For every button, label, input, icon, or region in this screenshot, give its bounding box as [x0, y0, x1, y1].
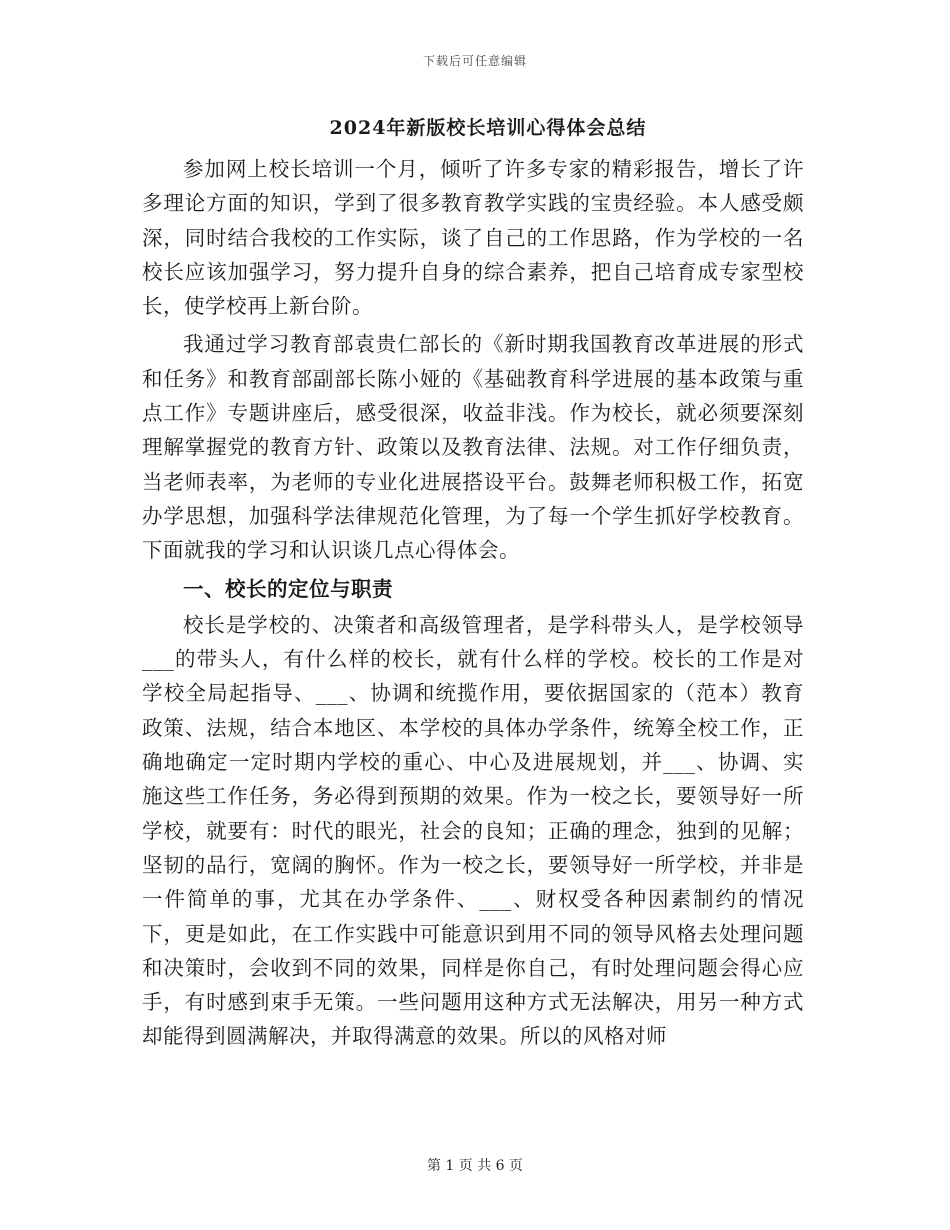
document-body: [142, 112, 804, 1058]
page-footer: 第 1 页 共 6 页: [426, 1158, 524, 1174]
paragraph-intro: 参加网上校长培训一个月，倾听了许多专家的精彩报告，增长了许多理论方面的知识，学到了很多教育教学实践的宝贵经验。本人感受颇深，同时结合我校的工作实际，谈了自己的工作思路，作为学校的一名校长应该加强学习，努力提升自身的综合素养，把自己培育成专家型校长，使学校再上新台阶。: [142, 157, 804, 319]
section-heading-principal-role: 一、校长的定位与职责: [183, 576, 393, 601]
paragraph-principal-role: 校长是学校的、决策者和高级管理者，是学科带头人，是学校领导___的带头人，有什么样的校长，就有什么样的学校。校长的工作是对学校全局起指导、___、协调和统揽作用，要依据国家的（范本）教育政策、法规，结合本地区、本学校的具体办学条件，统筹全校工作，正确地确定一定时期内学校的重心、中心及进展规划，并___、协调、实施这些工作任务，务必得到预期的效果。作为一校之长，要领导好一所学校，就要有：时代的眼光，社会的良知；正确的理念，独到的见解；坚韧的品行，宽阔的胸怀。作为一校之长，要领导好一所学校，并非是一件简单的事，尤其在办学条件、___、财权受各种因素制约的情况下，更是如此，在工作实践中可能意识到用不同的领导风格去处理问题和决策时，会收到不同的效果，同样是你自己，有时处理问题会得心应手，有时感到束手无策。一些问题用这种方式无法解决，用另一种方式却能得到圆满解决，并取得满意的效果。所以的风格对师: [142, 612, 804, 1049]
document-title: 2024年新版校长培训心得体会总结: [329, 117, 647, 139]
paragraph-study: 我通过学习教育部袁贵仁部长的《新时期我国教育改革进展的形式和任务》和教育部副部长陈小娅的《基础教育科学进展的基本政策与重点工作》专题讲座后，感受很深，收益非浅。作为校长，就必须要深刻理解掌握党的教育方针、政策以及教育法律、法规。对工作仔细负责，当老师表率，为老师的专业化进展搭设平台。鼓舞老师积极工作，拓宽办学思想，加强科学法律规范化管理，为了每一个学生抓好学校教育。下面就我的学习和认识谈几点心得体会。: [142, 332, 804, 563]
header-note: 下载后可任意编辑: [422, 54, 527, 68]
